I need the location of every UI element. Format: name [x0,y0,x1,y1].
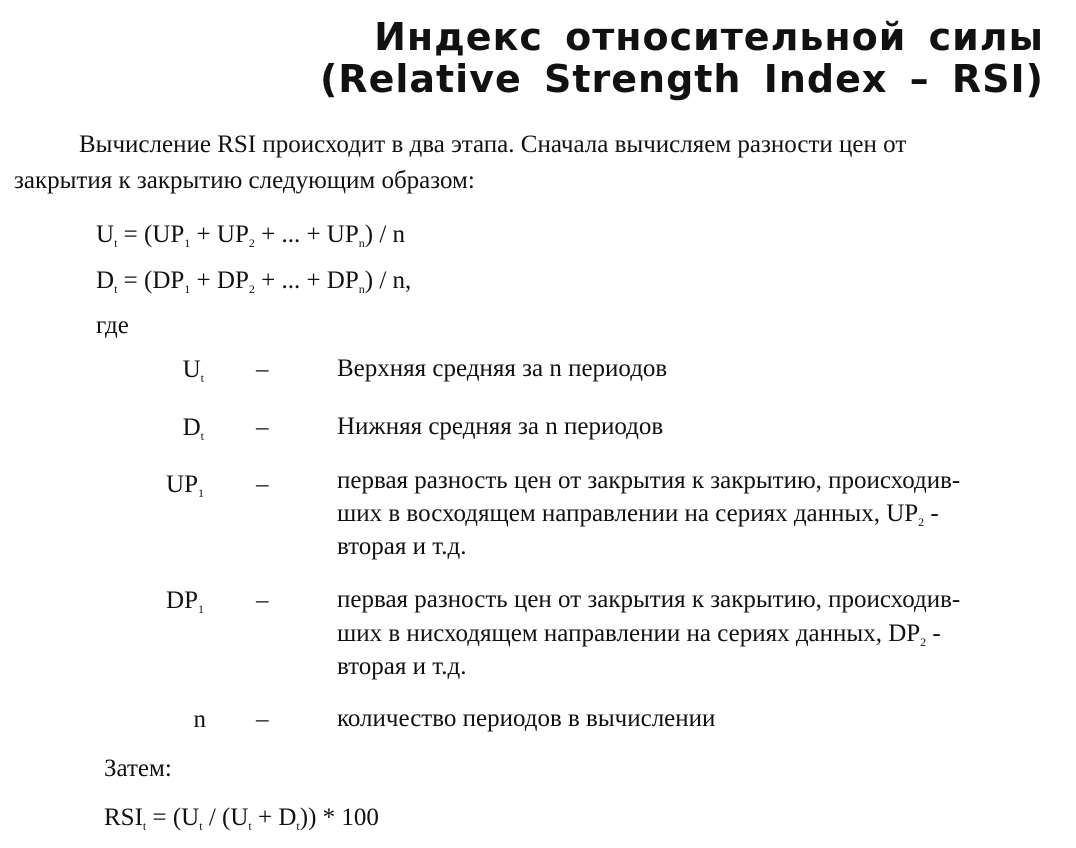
formula-d-p1: + DP [190,267,249,294]
where-label: где [96,312,129,339]
def-term-ut-base: U [182,356,201,383]
formula-u-sub-1: 1 [184,236,191,250]
def-term-dt-base: D [182,414,201,441]
def-text-dp1-line1: первая разность цен от закрытия к закрытию, происходив- [337,586,961,613]
rsi-base: RSI [104,804,143,831]
rsi-sub-t: t [142,819,147,833]
formula-d-sub-2: 2 [248,282,255,296]
def-term-up1 [84,470,204,500]
def-term-ut-sub: t [200,371,204,385]
intro-line-1: Вычисление RSI происходит в два этапа. Сначала вычисляем разности цен от [79,131,907,158]
page-title: Индекс относительной силы [374,15,1044,59]
rsi-sub-t2: t [199,819,203,833]
def-text-dp1-line2-text: ших в нисходящем направлении на сериях данных, DP [337,620,921,647]
def-dash-dp1: – [256,587,269,614]
formula-d-sub-t: t [114,282,118,296]
def-term-up1-sub: 1 [198,486,204,500]
rsi-part-c: + D [251,804,297,831]
def-term-dt [84,413,204,443]
def-dash-ut: – [256,356,269,383]
def-text-up1-line2-text: ших в восходящем направлении на сериях данных, UP [337,500,919,527]
def-text-up1-line2-tail: - [924,500,939,527]
rsi-sub-t3: t [248,819,252,833]
rsi-sub-t4: t [296,819,300,833]
formula-u-eq: = (UP [117,221,185,248]
rsi-part-d: )) * 100 [299,804,379,831]
def-term-n-base: n [193,706,206,733]
def-term-dp1-sub: 1 [198,602,204,616]
def-text-up1-line2-sub: 2 [918,515,925,529]
def-text-up1-line1: первая разность цен от закрытия к закрытию, происходив- [337,467,961,494]
def-text-up1-line3: вторая и т.д. [337,533,467,560]
def-dash-up1: – [256,471,269,498]
def-text-n: количество периодов в вычислении [337,705,716,732]
def-text-up1-line2 [337,496,939,532]
def-text-dp1-line3: вторая и т.д. [337,653,467,680]
rsi-part-a: = (U [146,804,200,831]
def-text-dt: Нижняя средняя за n периодов [337,413,664,440]
def-term-dp1-base: DP [166,587,198,614]
intro-line-2: закрытия к закрытию следующим образом: [14,167,475,194]
def-term-up1-base: UP [166,471,198,498]
formula-d-sub-1: 1 [184,282,191,296]
def-term-dt-sub: t [200,429,204,443]
formula-u-p2: + ... + UP [254,221,359,248]
def-text-ut: Верхняя средняя за n периодов [337,355,668,382]
formula-u-base: U [96,221,115,248]
formula-u-sub-t: t [114,236,118,250]
def-term-dp1 [84,586,204,616]
formula-u-p1: + UP [190,221,249,248]
def-text-dp1-line2-sub: 2 [920,635,927,649]
formula-u-sub-n: n [358,236,365,250]
def-term-n [86,705,206,735]
formula-d-sub-n: n [358,282,365,296]
def-text-dp1-line2-tail: - [926,620,941,647]
page-subtitle: (Relative Strength Index – RSI) [319,57,1044,101]
formula-d-tail: ) / n, [364,267,412,294]
def-term-ut [84,355,204,385]
formula-d-eq: = (DP [117,267,185,294]
def-text-dp1-line2 [337,616,941,652]
def-dash-n: – [256,706,269,733]
formula-u-sub-2: 2 [248,236,255,250]
formula-u [96,220,405,250]
rsi-part-b: / (U [202,804,249,831]
def-dash-dt: – [256,414,269,441]
formula-d [96,266,411,296]
formula-d-base: D [96,267,115,294]
formula-d-p2: + ... + DP [254,267,359,294]
rsi-formula [104,803,379,833]
then-label: Затем: [104,755,172,782]
formula-u-tail: ) / n [364,221,406,248]
